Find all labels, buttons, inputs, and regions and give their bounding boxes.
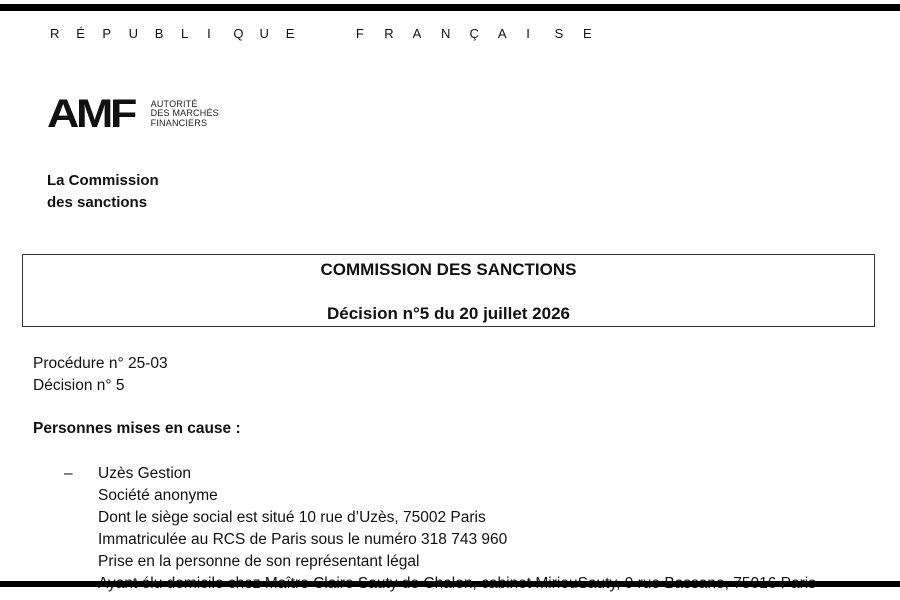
- republique-letter: L: [180, 26, 189, 41]
- francaise-letter: N: [441, 26, 451, 41]
- procedure-meta: [33, 353, 168, 397]
- party-line: Immatriculée au RCS de Paris sous le numéro 318 743 960: [98, 531, 508, 548]
- logo-text-line: FINANCIERS: [150, 117, 208, 128]
- francaise-word: [356, 26, 612, 41]
- francaise-letter: F: [355, 26, 364, 41]
- amf-logo-text: [151, 100, 219, 129]
- republique-letter: P: [102, 26, 112, 41]
- logo-text-line: DES MARCHÉS: [150, 108, 219, 119]
- republique-letter: E: [285, 26, 295, 41]
- republique-letter: B: [154, 26, 164, 41]
- party-line: Prise en la personne de son représentant légal: [98, 553, 420, 570]
- republique-letter: U: [128, 26, 138, 41]
- amf-logo-mark: AMF: [47, 92, 134, 136]
- republique-letter: Q: [233, 26, 244, 41]
- decision-subtitle: Décision n°5 du 20 juillet 2026: [327, 304, 570, 323]
- top-rule: [0, 4, 900, 11]
- party-entry: [64, 463, 894, 595]
- issuer-line: des sanctions: [47, 194, 148, 211]
- republique-word: [50, 26, 312, 41]
- republique-letter: É: [76, 26, 85, 41]
- amf-logo: [47, 92, 219, 136]
- party-line: Dont le siège social est situé 10 rue d’Uzès, 75002 Paris: [98, 509, 486, 526]
- republique-letter: U: [259, 26, 269, 41]
- decision-number: Décision n° 5: [33, 377, 125, 394]
- francaise-letter: A: [497, 26, 507, 41]
- party-line: Uzès Gestion: [98, 465, 192, 482]
- francaise-letter: Ç: [469, 26, 479, 41]
- francaise-letter: I: [526, 26, 530, 41]
- issuer-line: La Commission: [47, 172, 159, 189]
- francaise-letter: S: [554, 26, 564, 41]
- list-bullet: –: [64, 465, 73, 482]
- republique-letter: I: [207, 26, 211, 41]
- document-title: COMMISSION DES SANCTIONS: [320, 260, 577, 279]
- francaise-letter: A: [412, 26, 422, 41]
- procedure-number: Procédure n° 25-03: [33, 355, 168, 372]
- republique-letter: R: [50, 26, 60, 41]
- decision-title-box: [22, 254, 875, 327]
- logo-text-line: AUTORITÉ: [150, 98, 198, 109]
- republique-francaise-header: [50, 26, 850, 41]
- party-line: Société anonyme: [98, 487, 218, 504]
- persons-heading: Personnes mises en cause :: [33, 420, 241, 437]
- issuer-label: [47, 170, 159, 214]
- francaise-letter: E: [583, 26, 592, 41]
- bottom-rule: [0, 581, 900, 587]
- party-details: [98, 463, 894, 595]
- francaise-letter: R: [384, 26, 394, 41]
